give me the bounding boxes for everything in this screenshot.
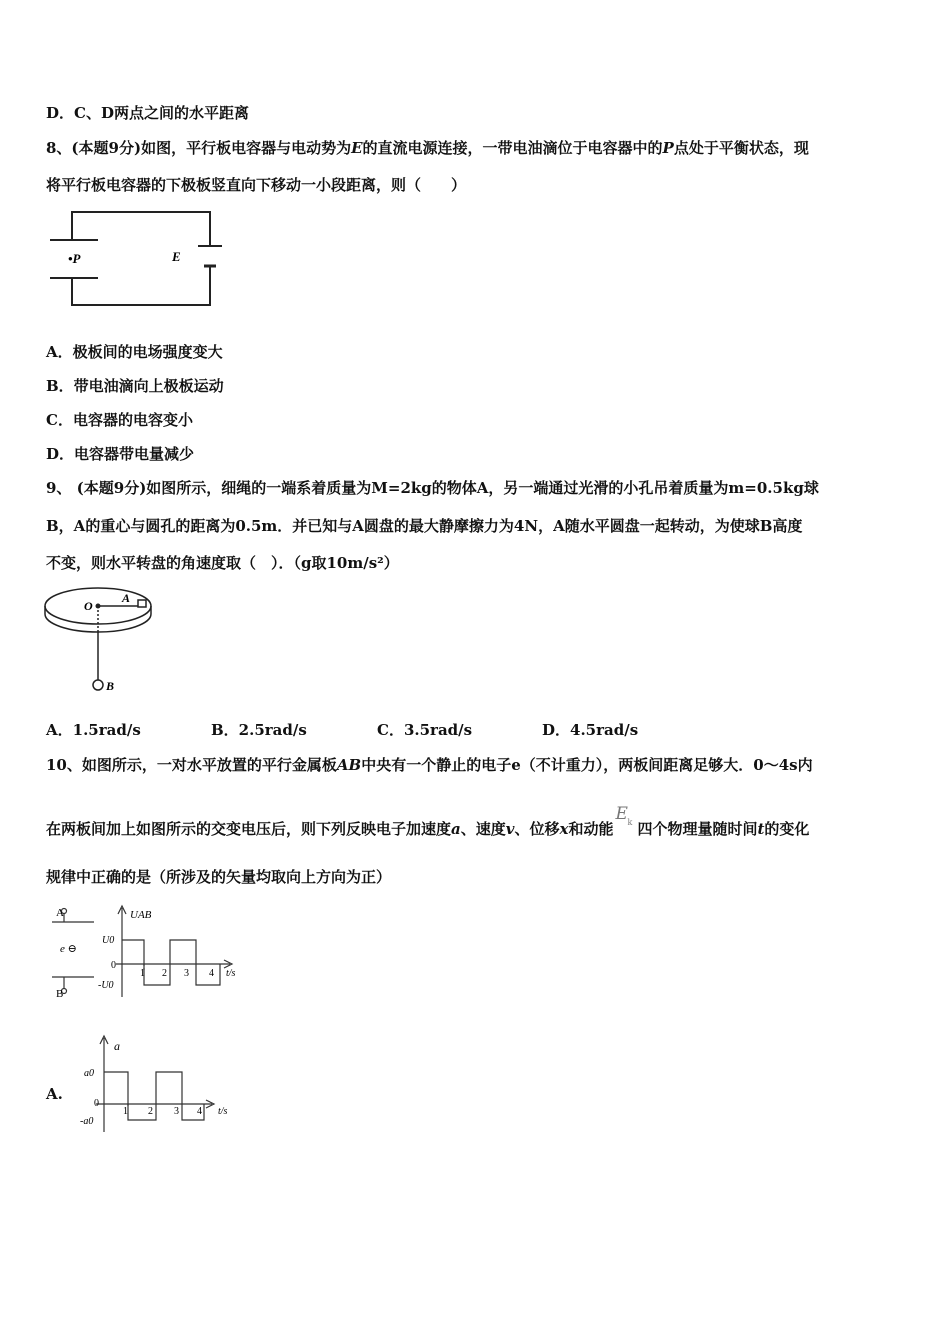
q9-turntable-figure bbox=[40, 584, 160, 696]
q10-stem-line-1: 10、如图所示，一对水平放置的平行金属板AB中央有一个静止的电子e（不计重力），两板间距离足够大．0～4s内 bbox=[46, 756, 813, 774]
q10a-neg-label: -a0 bbox=[80, 1116, 94, 1127]
q10-plate-b-label: B bbox=[56, 988, 64, 1000]
q10-plate-a-label: A bbox=[56, 907, 64, 919]
q9-label-o: O bbox=[84, 599, 93, 613]
q10-tick-1: 1 bbox=[140, 968, 145, 979]
q9-option-b: B．2.5rad/s bbox=[211, 721, 307, 739]
q8-source-label: E bbox=[172, 249, 181, 264]
q8-option-a: A．极板间的电场强度变大 bbox=[46, 343, 223, 361]
q10-tick-3: 3 bbox=[184, 968, 189, 979]
q10-option-a-label: A. bbox=[46, 1085, 63, 1103]
q9-stem-line-2: B，A的重心与圆孔的距离为0.5m．并已知与A圆盘的最大静摩擦力为4N，A随水平圆盘一起转动，为使球B高度 bbox=[46, 517, 803, 535]
q8-point-label: •P bbox=[68, 251, 81, 266]
q10-pos-label: U0 bbox=[102, 935, 115, 946]
q10-tick-4: 4 bbox=[209, 968, 214, 979]
q8-option-d: D．电容器带电量减少 bbox=[46, 445, 195, 463]
q10a-pos-label: a0 bbox=[84, 1068, 94, 1079]
kinetic-energy-symbol: E k bbox=[615, 804, 633, 827]
q10-option-a-graph bbox=[78, 1032, 244, 1138]
q10-neg-label: -U0 bbox=[98, 980, 114, 991]
q9-option-a: A．1.5rad/s bbox=[46, 721, 141, 739]
q10-y-axis-label: UAB bbox=[130, 909, 152, 921]
q9-stem-line-1: 9、 (本题9分)如图所示，细绳的一端系着质量为M=2kg的物体A，另一端通过光滑的小孔吊着质量为m=0.5kg球 bbox=[46, 479, 819, 497]
q8-option-c: C．电容器的电容变小 bbox=[46, 411, 193, 429]
q10-electron-label: e ⊖ bbox=[60, 943, 77, 955]
q9-stem-line-3: 不变，则水平转盘的角速度取（ ）．（g取10m/s²） bbox=[46, 554, 399, 572]
q9-option-d: D．4.5rad/s bbox=[542, 721, 639, 739]
q10-tick-2: 2 bbox=[162, 968, 167, 979]
q7-option-d: D．C、D两点之间的水平距离 bbox=[46, 104, 249, 122]
q10-voltage-figure bbox=[44, 900, 254, 1006]
q10a-tick-2: 2 bbox=[148, 1106, 153, 1117]
q10a-tick-4: 4 bbox=[197, 1106, 202, 1117]
q8-option-b: B．带电油滴向上极板运动 bbox=[46, 377, 224, 395]
q8-stem-line-1: 8、(本题9分)如图，平行板电容器与电动势为E的直流电源连接，一带电油滴位于电容器中的P点处于平衡状态，现 bbox=[46, 139, 809, 157]
q9-label-a: A bbox=[122, 591, 131, 605]
q10a-y-axis-label: a bbox=[114, 1039, 120, 1053]
q10a-zero-label: 0 bbox=[94, 1098, 99, 1109]
q10-x-axis-label: t/s bbox=[226, 968, 236, 979]
q10a-x-axis-label: t/s bbox=[218, 1106, 228, 1117]
q9-label-b: B bbox=[106, 679, 115, 693]
q8-capacitor-circuit-figure bbox=[44, 208, 224, 310]
q10-zero-label: 0 bbox=[111, 960, 116, 971]
q9-option-c: C．3.5rad/s bbox=[377, 721, 473, 739]
q10a-tick-3: 3 bbox=[174, 1106, 179, 1117]
q10-stem-line-2: 在两板间加上如图所示的交变电压后，则下列反映电子加速度a、速度v、位移x和动能 E k 四个物理量随时间t的变化 bbox=[46, 804, 810, 838]
q10a-tick-1: 1 bbox=[123, 1106, 128, 1117]
q10-stem-line-3: 规律中正确的是（所涉及的矢量均取向上方向为正） bbox=[46, 868, 392, 886]
q8-stem-line-2: 将平行板电容器的下极板竖直向下移动一小段距离，则（ ） bbox=[46, 176, 467, 194]
